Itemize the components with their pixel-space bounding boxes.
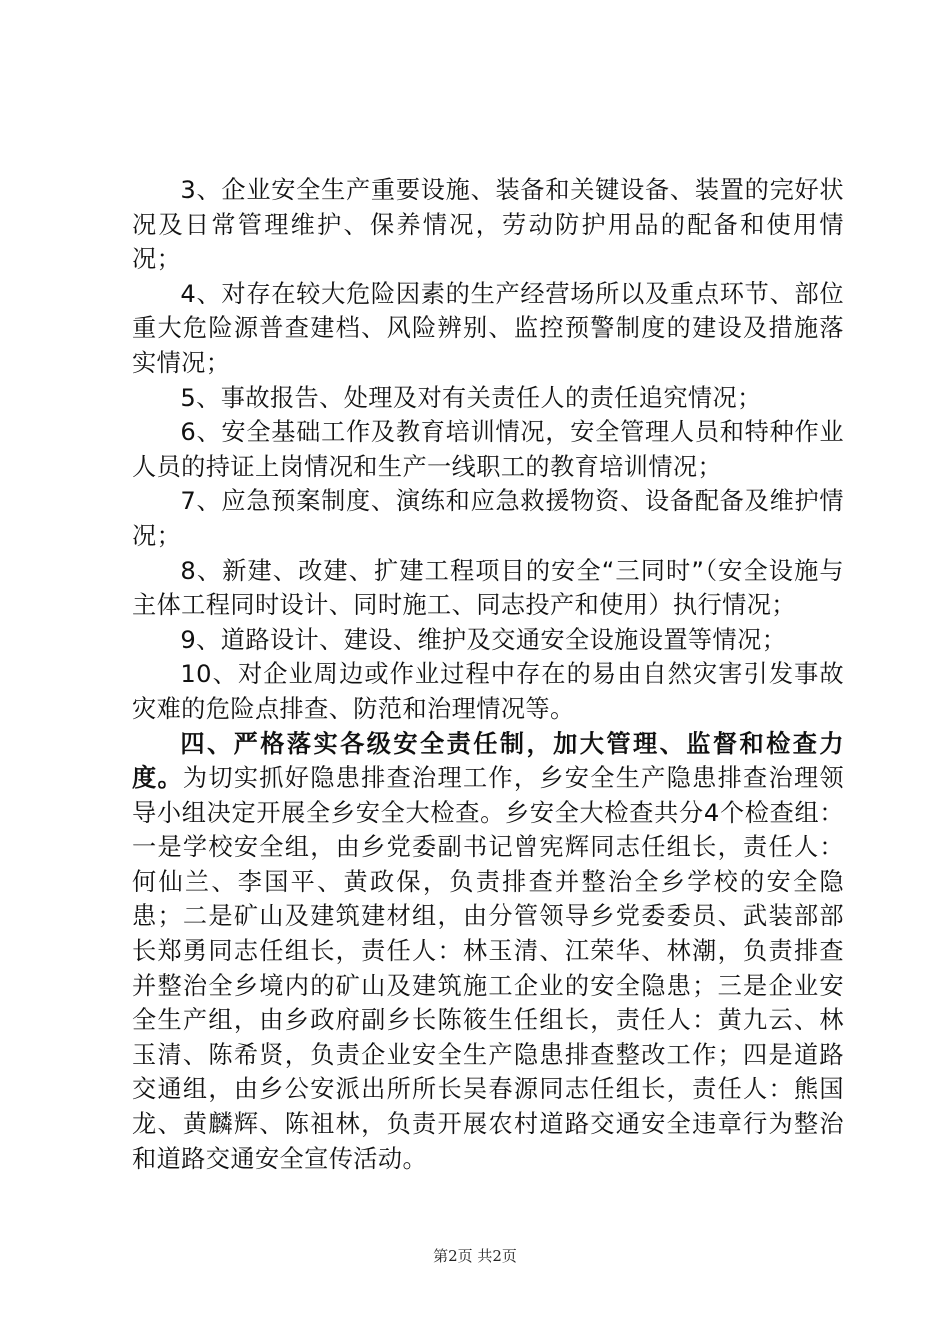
paragraph-item-4: 4、对存在较大危险因素的生产经营场所以及重点环节、部位重大危险源普查建档、风险辨别、监控预警制度的建设及措施落实情况；	[132, 279, 844, 377]
paragraph-item-3: 3、企业安全生产重要设施、装备和关键设备、装置的完好状况及日常管理维护、保养情况，劳动防护用品的配备和使用情况；	[132, 176, 844, 274]
section-four-body: 为切实抓好隐患排查治理工作，乡安全生产隐患排查治理领导小组决定开展全乡安全大检查。乡安全大检查共分4个检查组：一是学校安全组，由乡党委副书记曾宪辉同志任组长，责任人：何仙兰、李国平、黄政保，负责排查并整治全乡学校的安全隐患；二是矿山及建筑建材组，由分管领导乡党委委员、武装部部长郑勇同志任组长，责任人：林玉清、江荣华、林潮，负责排查并整治全乡境内的矿山及建筑施工企业的安全隐患；三是企业安全生产组，由乡政府副乡长陈筱生任组长，责任人：黄九云、林玉清、陈希贤，负责企业安全生产隐患排查整改工作；四是道路交通组，由乡公安派出所所长吴春源同志任组长，责任人：熊国龙、黄麟辉、陈祖林，负责开展农村道路交通安全违章行为整治和道路交通安全宣传活动。	[132, 764, 844, 1173]
document-body	[132, 173, 844, 1176]
paragraph-item-9: 9、道路设计、建设、维护及交通安全设施设置等情况；	[180, 625, 787, 654]
paragraph-item-5: 5、事故报告、处理及对有关责任人的责任追究情况；	[180, 383, 762, 412]
paragraph-item-7: 7、应急预案制度、演练和应急救援物资、设备配备及维护情况；	[132, 487, 844, 550]
paragraph-item-10: 10、对企业周边或作业过程中存在的易由自然灾害引发事故灾难的危险点排查、防范和治理情况等。	[132, 660, 844, 723]
section-four-heading: 四、严格落实各级安全责任制，加大管理、监督和检查力度。	[132, 729, 844, 793]
section-four-paragraph	[132, 727, 844, 1177]
paragraph-item-6: 6、安全基础工作及教育培训情况，安全管理人员和特种作业人员的持证上岗情况和生产一线职工的教育培训情况；	[132, 418, 844, 481]
page-number-footer: 第2页 共2页	[433, 1247, 517, 1265]
paragraph-item-8: 8、新建、改建、扩建工程项目的安全“三同时”（安全设施与主体工程同时设计、同时施工、同志投产和使用）执行情况；	[132, 556, 844, 620]
